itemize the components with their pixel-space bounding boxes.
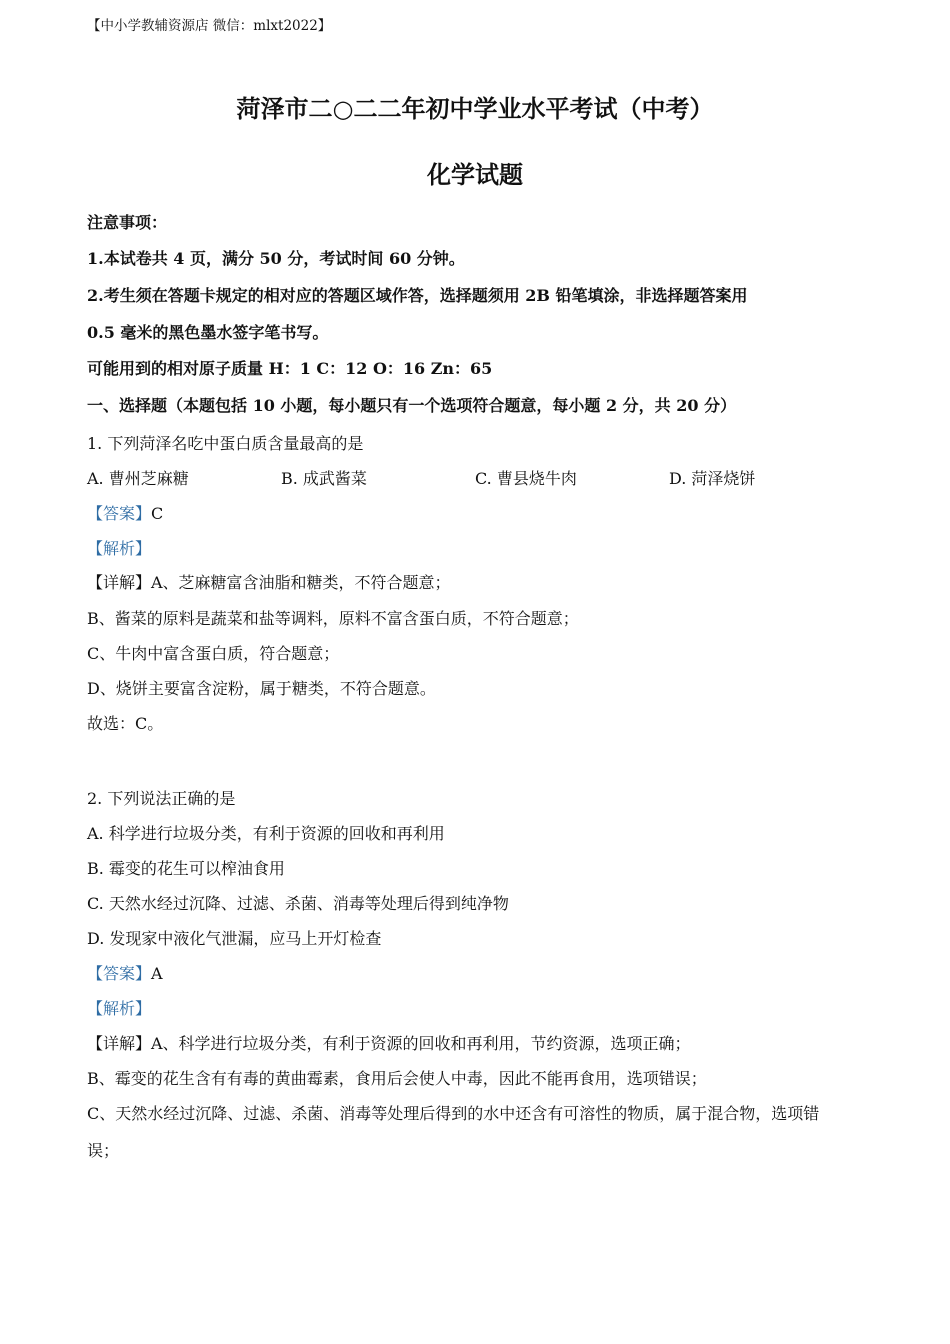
q2-detail-line-1: 【详解】A、科学进行垃圾分类，有利于资源的回收和再利用，节约资源，选项正确； (87, 1034, 691, 1053)
answer-label: 【答案】 (87, 504, 152, 523)
q1-detail-line-4: D、烧饼主要富含淀粉，属于糖类，不符合题意。 (87, 679, 436, 698)
q1-analysis-label: 【解析】 (87, 539, 152, 558)
q1-answer (87, 501, 163, 524)
q1-detail-line-3: C、牛肉中富含蛋白质，符合题意； (87, 644, 340, 663)
answer-label: 【答案】 (87, 964, 152, 983)
notice-item-2-line-2: 0.5 毫米的黑色墨水签字笔书写。 (87, 323, 329, 342)
header-note: 【中小学教辅资源店 微信：mlxt2022】 (87, 18, 332, 34)
q2-detail-line-4: 误； (87, 1141, 120, 1160)
exam-subtitle: 化学试题 (427, 160, 523, 189)
notice-heading: 注意事项： (87, 213, 168, 232)
atomic-mass-line: 可能用到的相对原子质量 H：1 C：12 O：16 Zn：65 (87, 359, 493, 378)
q2-analysis-label: 【解析】 (87, 999, 152, 1018)
answer-value: A (151, 964, 163, 983)
question-2-stem: 2. 下列说法正确的是 (87, 789, 236, 808)
q2-answer (87, 961, 163, 984)
q1-option-d: D. 菏泽烧饼 (669, 469, 756, 488)
q1-option-b: B. 成武酱菜 (281, 469, 367, 488)
q1-option-c: C. 曹县烧牛肉 (475, 469, 577, 488)
q2-detail-line-2: B、霉变的花生含有有毒的黄曲霉素，食用后会使人中毒，因此不能再食用，选项错误； (87, 1069, 707, 1088)
q2-option-b: B. 霉变的花生可以榨油食用 (87, 859, 285, 878)
notice-item-1: 1.本试卷共 4 页，满分 50 分，考试时间 60 分钟。 (87, 249, 465, 268)
q1-detail-line-2: B、酱菜的原料是蔬菜和盐等调料，原料不富含蛋白质，不符合题意； (87, 609, 579, 628)
section-heading: 一、选择题（本题包括 10 小题，每小题只有一个选项符合题意，每小题 2 分，共 20 分） (87, 396, 737, 415)
q2-option-c: C. 天然水经过沉降、过滤、杀菌、消毒等处理后得到纯净物 (87, 894, 509, 913)
notice-item-2-line-1: 2.考生须在答题卡规定的相对应的答题区域作答，选择题须用 2B 铅笔填涂，非选择题答案用 (87, 286, 748, 305)
q1-option-a: A. 曹州芝麻糖 (87, 469, 189, 488)
q1-conclusion: 故选：C。 (87, 714, 164, 733)
q2-option-d: D. 发现家中液化气泄漏，应马上开灯检查 (87, 929, 382, 948)
exam-title: 菏泽市二○二二年初中学业水平考试（中考） (236, 94, 714, 123)
q2-option-a: A. 科学进行垃圾分类，有利于资源的回收和再利用 (87, 824, 445, 843)
question-1-stem: 1. 下列菏泽名吃中蛋白质含量最高的是 (87, 434, 364, 453)
q1-detail-line-1: 【详解】A、芝麻糖富含油脂和糖类，不符合题意； (87, 573, 451, 592)
q2-detail-line-3: C、天然水经过沉降、过滤、杀菌、消毒等处理后得到的水中还含有可溶性的物质，属于混合物，选项错 (87, 1104, 820, 1123)
answer-value: C (151, 504, 164, 523)
